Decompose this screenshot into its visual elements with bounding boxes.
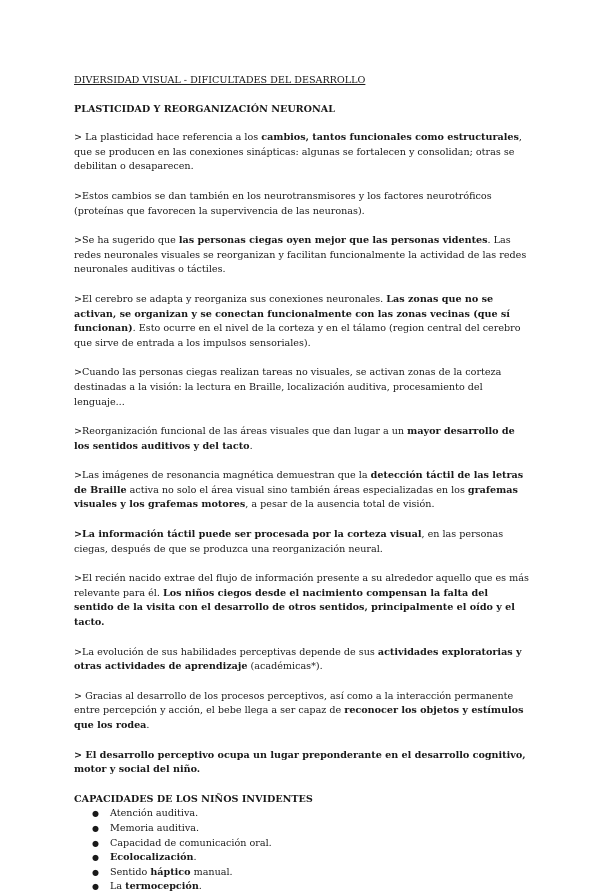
text-run: >Las imágenes de resonancia magnética demuestran que la bbox=[74, 470, 371, 482]
paragraph bbox=[74, 749, 530, 778]
bold-text: termocepción bbox=[125, 881, 199, 893]
document-page bbox=[74, 74, 530, 895]
text-run: Sentido bbox=[110, 866, 151, 878]
text-run: manual. bbox=[190, 866, 233, 878]
abilities-heading: CAPACIDADES DE LOS NIÑOS INVIDENTES bbox=[74, 793, 313, 805]
paragraph bbox=[74, 234, 530, 278]
text-run: Memoria auditiva. bbox=[110, 822, 200, 834]
paragraph bbox=[74, 190, 530, 219]
text-run: >Se ha sugerido que bbox=[74, 235, 179, 247]
text-run: >Reorganización funcional de las áreas visuales que dan lugar a un bbox=[74, 426, 408, 438]
text-run: >Estos cambios se dan también en los neurotransmisores y los factores neurotróficos (proteínas que favorecen la supervivencia de las neuronas). bbox=[74, 190, 492, 217]
paragraph bbox=[74, 528, 530, 557]
bold-text: > El desarrollo perceptivo ocupa un lugar preponderante en el desarrollo cognitivo, motor y social del niño. bbox=[74, 749, 526, 776]
document-title: DIVERSIDAD VISUAL - DIFICULTADES DEL DESARROLLO bbox=[74, 75, 366, 86]
bold-text: reconocer los objetos y estímulos que los rodea bbox=[74, 705, 524, 731]
paragraph bbox=[74, 572, 530, 630]
paragraph bbox=[74, 366, 530, 410]
bold-text: grafemas visuales y los grafemas motores bbox=[74, 484, 518, 511]
bold-text: cambios, tantos funcionales como estructurales bbox=[261, 132, 519, 144]
bold-text: mayor desarrollo de los sentidos auditivos y del tacto bbox=[74, 426, 515, 452]
bold-text: Los niños ciegos desde el nacimiento compensan la falta del sentido de la visita con el desarrollo de otros sentidos, principalmente el oído y el tacto. bbox=[74, 587, 515, 629]
text-run: , a pesar de la ausencia total de visión. bbox=[245, 499, 435, 511]
paragraph bbox=[74, 131, 530, 175]
text-run: . Esto ocurre en el nivel de la corteza y en el tálamo (region central del cerebro que sirve de entrada a los impulsos sensoriales). bbox=[74, 323, 521, 349]
bold-text: Las zonas que no se activan, se organizan y se conectan funcionalmente con las zonas vecinas (que sí funcionan) bbox=[74, 293, 510, 335]
text-run: , en las personas ciegas, después de que se produzca una reorganización neural. bbox=[74, 529, 504, 555]
text-run: . bbox=[198, 881, 202, 893]
paragraph bbox=[74, 469, 530, 513]
text-run: Atención auditiva. bbox=[110, 808, 199, 820]
text-run: > La plasticidad hace referencia a los bbox=[74, 132, 262, 144]
bold-text: >La información táctil puede ser procesada por la corteza visual bbox=[74, 529, 422, 541]
text-run: . bbox=[249, 440, 253, 452]
bold-text: detección táctil de las letras de Braille bbox=[74, 470, 524, 496]
text-run: activa no solo el área visual sino también áreas especializadas en los bbox=[126, 484, 468, 496]
paragraph bbox=[74, 646, 530, 675]
abilities-list bbox=[74, 807, 530, 895]
paragraph bbox=[74, 293, 530, 351]
paragraph-list bbox=[74, 131, 530, 778]
text-run: . bbox=[193, 852, 197, 864]
text-run: Capacidad de comunicación oral. bbox=[110, 837, 272, 849]
bold-text: actividades exploratorias y otras actividades de aprendizaje bbox=[74, 646, 522, 673]
list-item bbox=[92, 851, 530, 866]
text-run: >La evolución de sus habilidades perceptivas depende de sus bbox=[74, 646, 378, 658]
bold-text: háptico bbox=[150, 866, 191, 878]
list-item bbox=[92, 880, 530, 895]
text-run: >El cerebro se adapta y reorganiza sus conexiones neuronales. bbox=[74, 293, 387, 305]
paragraph bbox=[74, 425, 530, 454]
text-run: >Cuando las personas ciegas realizan tareas no visuales, se activan zonas de la corteza destinadas a la visión: la lectura en Braille, localización auditiva, procesamiento del lenguaje... bbox=[74, 367, 502, 408]
list-item bbox=[92, 807, 530, 822]
bold-text: las personas ciegas oyen mejor que las personas videntes bbox=[178, 235, 488, 247]
list-item bbox=[92, 837, 530, 852]
list-item bbox=[92, 822, 530, 837]
text-run: . bbox=[146, 720, 150, 731]
list-item bbox=[92, 866, 530, 881]
text-run: , que se producen en las conexiones sinápticas: algunas se fortalecen y consolidan; otras se debilitan o desaparecen. bbox=[74, 132, 522, 173]
text-run: >El recién nacido extrae del flujo de información presente a su alrededor aquello que es más relevante para él. bbox=[74, 573, 529, 599]
text-run: > Gracias al desarrollo de los procesos perceptivos, así como a la interacción permanente entre percepción y acción, el bebe llega a ser capaz de bbox=[74, 690, 514, 717]
text-run: . Las redes neuronales visuales se reorganizan y facilitan funcionalmente la actividad de las redes neuronales auditivas o táctiles. bbox=[74, 235, 527, 276]
bold-text: Ecolocalización bbox=[110, 852, 194, 864]
text-run: La bbox=[110, 881, 126, 893]
text-run: (académicas*). bbox=[247, 661, 323, 673]
section-heading: PLASTICIDAD Y REORGANIZACIÓN NEURONAL bbox=[74, 103, 335, 115]
paragraph bbox=[74, 690, 530, 734]
